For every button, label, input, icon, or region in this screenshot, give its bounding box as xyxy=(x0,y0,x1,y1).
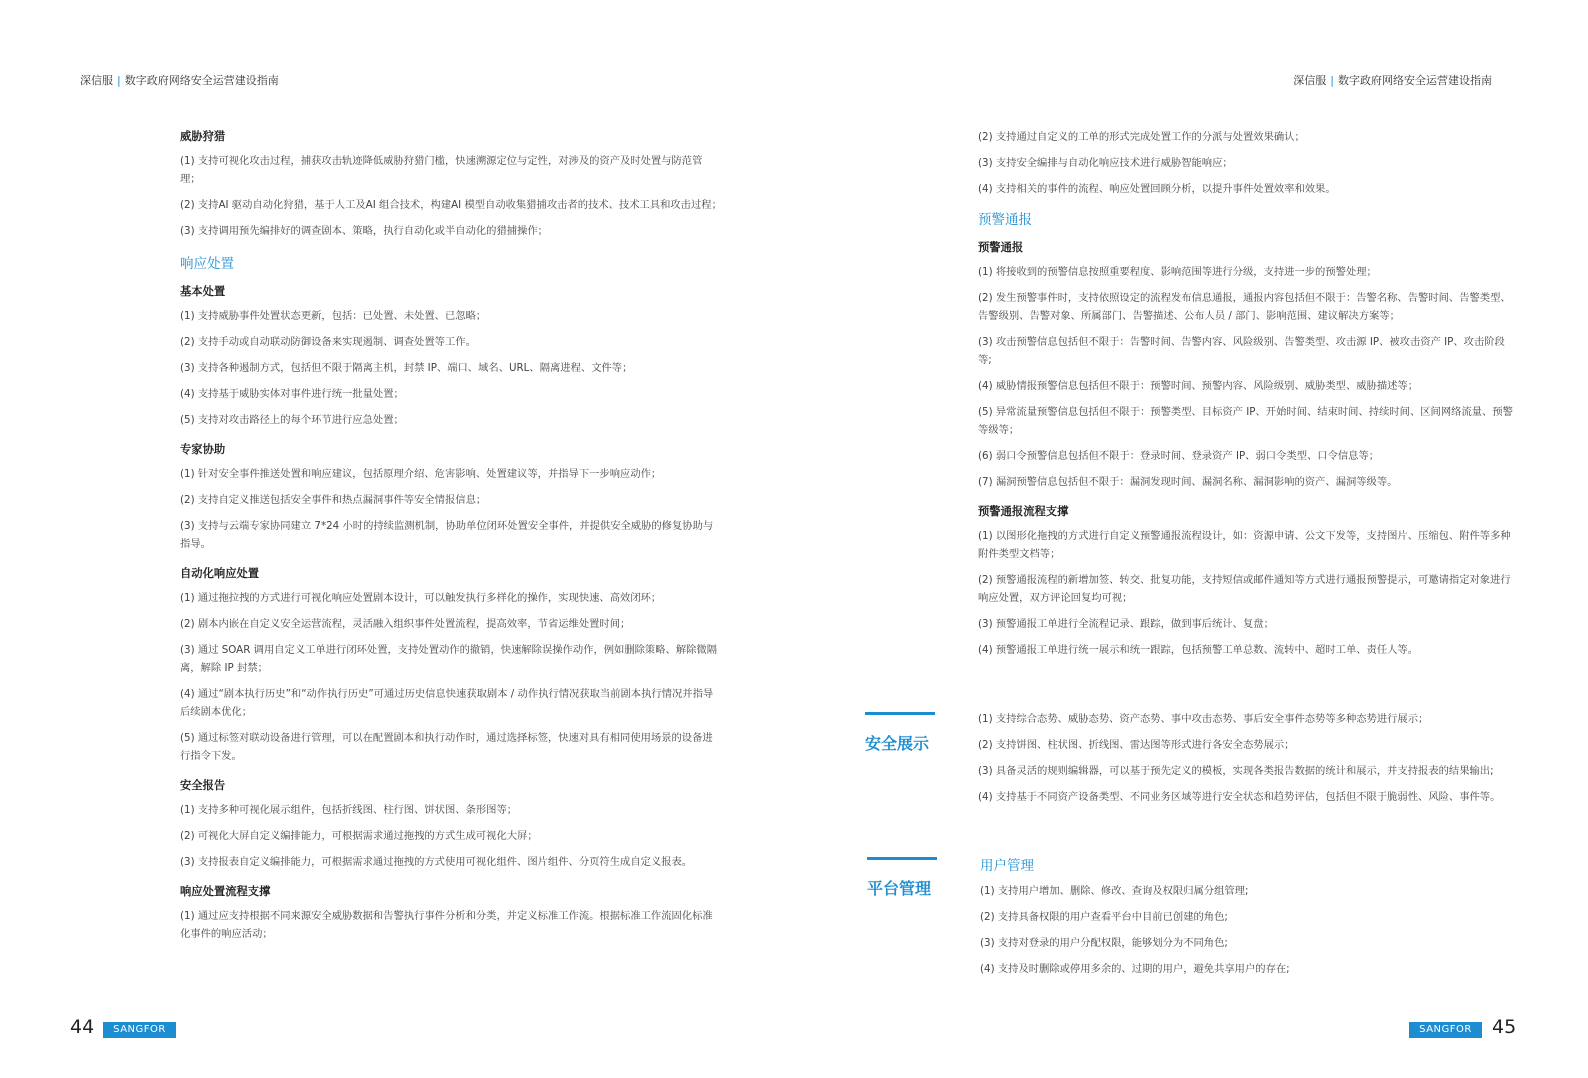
page-header-left xyxy=(80,72,279,88)
list-item: (2) 支持具备权限的用户查看平台中目前已创建的角色; xyxy=(980,911,1228,923)
sangfor-logo-left: SANGFOR xyxy=(103,1022,176,1038)
warning-heading: 预警通报 xyxy=(978,241,1024,254)
list-item: (4) 支持基于威胁实体对事件进行统一批量处置； xyxy=(180,388,404,400)
list-item: (4) 通过“剧本执行历史”和“动作执行历史”可通过历史信息快速获取剧本 / 动作执行情况获取当前剧本执行情况并指导后续剧本优化； xyxy=(180,688,714,718)
page-number-left: 44 xyxy=(70,1016,95,1038)
header-title: 数字政府网络安全运营建设指南 xyxy=(124,74,279,87)
list-item: (1) 支持威胁事件处置状态更新，包括：已处置、未处置、已忽略； xyxy=(180,310,487,322)
header-brand: 深信服 xyxy=(80,74,113,87)
list-item: (7) 漏洞预警信息包括但不限于：漏洞发现时间、漏洞名称、漏洞影响的资产、漏洞等级等。 xyxy=(978,476,1398,488)
header-title: 数字政府网络安全运营建设指南 xyxy=(1338,74,1492,87)
report-heading: 安全报告 xyxy=(180,779,226,792)
header-brand: 深信服 xyxy=(1293,74,1327,87)
sangfor-logo-right: SANGFOR xyxy=(1409,1022,1482,1038)
auto-group xyxy=(180,565,720,765)
list-item: (4) 威胁情报预警信息包括但不限于：预警时间、预警内容、风险级别、威胁类型、威胁描述等； xyxy=(978,380,1419,392)
list-item: (1) 通过拖拉拽的方式进行可视化响应处置剧本设计，可以触发执行多样化的操作，实现快速、高效闭环； xyxy=(180,592,662,604)
continued-group xyxy=(978,128,1518,198)
platform-block-title: 平台管理 xyxy=(867,879,932,898)
list-item: (3) 通过 SOAR 调用自定义工单进行闭环处置，支持处置动作的撤销，快速解除误操作动作，例如删除策略、解除微隔离，解除 IP 封禁； xyxy=(180,644,718,674)
warning-flow-heading: 预警通报流程支撑 xyxy=(978,505,1069,518)
platform-list xyxy=(980,856,1520,986)
list-item: (3) 支持各种遏制方式，包括但不限于隔离主机，封禁 IP、端口、域名、URL、隔离进程、文件等； xyxy=(180,362,633,374)
list-item: (1) 通过应支持根据不同来源安全威胁数据和告警执行事件分析和分类，并定义标准工作流。根据标准工作流固化标准化事件的响应活动； xyxy=(180,910,713,940)
warning-flow-group xyxy=(978,503,1518,659)
display-block-title: 安全展示 xyxy=(865,734,930,753)
warning-group xyxy=(978,239,1518,491)
flow-group xyxy=(180,883,720,943)
report-group xyxy=(180,777,720,871)
list-item: (2) 支持自定义推送包括安全事件和热点漏洞事件等安全情报信息； xyxy=(180,494,487,506)
flow-heading: 响应处置流程支撑 xyxy=(180,885,271,898)
expert-group xyxy=(180,441,720,553)
basic-group xyxy=(180,283,720,429)
list-item: (1) 以图形化拖拽的方式进行自定义预警通报流程设计，如：资源申请、公文下发等，支持图片、压缩包、附件等多种附件类型文档等； xyxy=(978,530,1511,560)
list-item: (5) 支持对攻击路径上的每个环节进行应急处置； xyxy=(180,414,404,426)
list-item: (5) 异常流量预警信息包括但不限于：预警类型、目标资产 IP、开始时间、结束时间、持续时间、区间网络流量、预警等级等； xyxy=(978,406,1513,436)
list-item: (2) 剧本内嵌在自定义安全运营流程，灵活融入组织事件处置流程，提高效率，节省运维处置时间； xyxy=(180,618,631,630)
threat-hunting-group xyxy=(180,128,720,240)
list-item: (3) 具备灵活的规则编辑器，可以基于预先定义的模板，实现各类报告数据的统计和展示，并支持报表的结果输出; xyxy=(978,765,1494,777)
header-separator: | xyxy=(117,74,121,87)
list-item: (4) 支持基于不同资产设备类型、不同业务区域等进行安全状态和趋势评估，包括但不限于脆弱性、风险、事件等。 xyxy=(978,791,1501,803)
list-item: (2) 支持饼图、柱状图、折线图、雷达图等形式进行各安全态势展示； xyxy=(978,739,1295,751)
left-column xyxy=(180,128,720,955)
list-item: (2) 支持手动或自动联动防御设备来实现遏制、调查处置等工作。 xyxy=(180,336,476,348)
list-item: (1) 将接收到的预警信息按照重要程度、影响范围等进行分级，支持进一步的预警处理； xyxy=(978,266,1377,278)
list-item: (1) 支持可视化攻击过程，捕获攻击轨迹降低威胁狩猎门槛，快速溯源定位与定性，对涉及的资产及时处置与防范管理； xyxy=(180,155,703,185)
list-item: (2) 预警通报流程的新增加签、转交、批复功能，支持短信或邮件通知等方式进行通报预警提示，可邀请指定对象进行响应处置，双方评论回复均可视； xyxy=(978,574,1511,604)
display-accent-bar xyxy=(865,712,935,715)
warning-section-title: 预警通报 xyxy=(978,212,1032,228)
expert-heading: 专家协助 xyxy=(180,443,226,456)
right-column xyxy=(978,128,1518,671)
display-list xyxy=(978,710,1518,814)
list-item: (2) 支持AI 驱动自动化狩猎，基于人工及AI 组合技术，构建AI 模型自动收集猎捕攻击者的技术、技术工具和攻击过程； xyxy=(180,199,722,211)
list-item: (3) 支持安全编排与自动化响应技术进行威胁智能响应； xyxy=(978,157,1233,169)
list-item: (3) 支持对登录的用户分配权限，能够划分为不同角色; xyxy=(980,937,1228,949)
auto-heading: 自动化响应处置 xyxy=(180,567,260,580)
page-header-right xyxy=(1293,72,1492,88)
list-item: (6) 弱口令预警信息包括但不限于：登录时间、登录资产 IP、弱口令类型、口令信息等； xyxy=(978,450,1380,462)
user-mgmt-section-title: 用户管理 xyxy=(980,858,1034,874)
platform-accent-bar xyxy=(867,857,937,860)
list-item: (1) 支持综合态势、威胁态势、资产态势、事中攻击态势、事后安全事件态势等多种态势进行展示； xyxy=(978,713,1429,725)
list-item: (5) 通过标签对联动设备进行管理，可以在配置剧本和执行动作时，通过选择标签，快速对具有相同使用场景的设备进行指令下发。 xyxy=(180,732,713,762)
list-item: (2) 可视化大屏自定义编排能力，可根据需求通过拖拽的方式生成可视化大屏； xyxy=(180,830,538,842)
list-item: (1) 支持用户增加、删除、修改、查询及权限归属分组管理; xyxy=(980,885,1249,897)
list-item: (2) 支持通过自定义的工单的形式完成处置工作的分派与处置效果确认； xyxy=(978,131,1305,143)
threat-hunting-heading: 威胁狩猎 xyxy=(180,130,226,143)
list-item: (3) 预警通报工单进行全流程记录、跟踪，做到事后统计、复盘； xyxy=(978,618,1274,630)
list-item: (3) 支持报表自定义编排能力，可根据需求通过拖拽的方式使用可视化组件、图片组件、分页符生成自定义报表。 xyxy=(180,856,693,868)
list-item: (4) 支持及时删除或停用多余的、过期的用户，避免共享用户的存在; xyxy=(980,963,1290,975)
list-item: (3) 支持调用预先编排好的调查剧本、策略，执行自动化或半自动化的猎捕操作； xyxy=(180,225,548,237)
header-separator: | xyxy=(1330,74,1334,87)
list-item: (3) 支持与云端专家协同建立 7*24 小时的持续监测机制，协助单位闭环处置安全事件，并提供安全威胁的修复协助与指导。 xyxy=(180,520,714,550)
list-item: (4) 预警通报工单进行统一展示和统一跟踪，包括预警工单总数、流转中、超时工单、责任人等。 xyxy=(978,644,1419,656)
list-item: (1) 针对安全事件推送处置和响应建议，包括原理介绍、危害影响、处置建议等，并指导下一步响应动作； xyxy=(180,468,662,480)
list-item: (1) 支持多种可视化展示组件，包括折线图、柱行图、饼状图、条形图等； xyxy=(180,804,518,816)
list-item: (2) 发生预警事件时，支持依照设定的流程发布信息通报，通报内容包括但不限于：告警名称、告警时间、告警类型、告警级别、告警对象、所属部门、告警描述、公布人员 / 部门、影响范围、建议解决方案等； xyxy=(978,292,1511,322)
basic-heading: 基本处置 xyxy=(180,285,226,298)
list-item: (3) 攻击预警信息包括但不限于：告警时间、告警内容、风险级别、告警类型、攻击源 IP、被攻击资产 IP、攻击阶段等; xyxy=(978,336,1505,366)
response-section-title: 响应处置 xyxy=(180,256,234,272)
page-number-right: 45 xyxy=(1492,1016,1517,1038)
list-item: (4) 支持相关的事件的流程、响应处置回顾分析，以提升事件处置效率和效果。 xyxy=(978,183,1336,195)
